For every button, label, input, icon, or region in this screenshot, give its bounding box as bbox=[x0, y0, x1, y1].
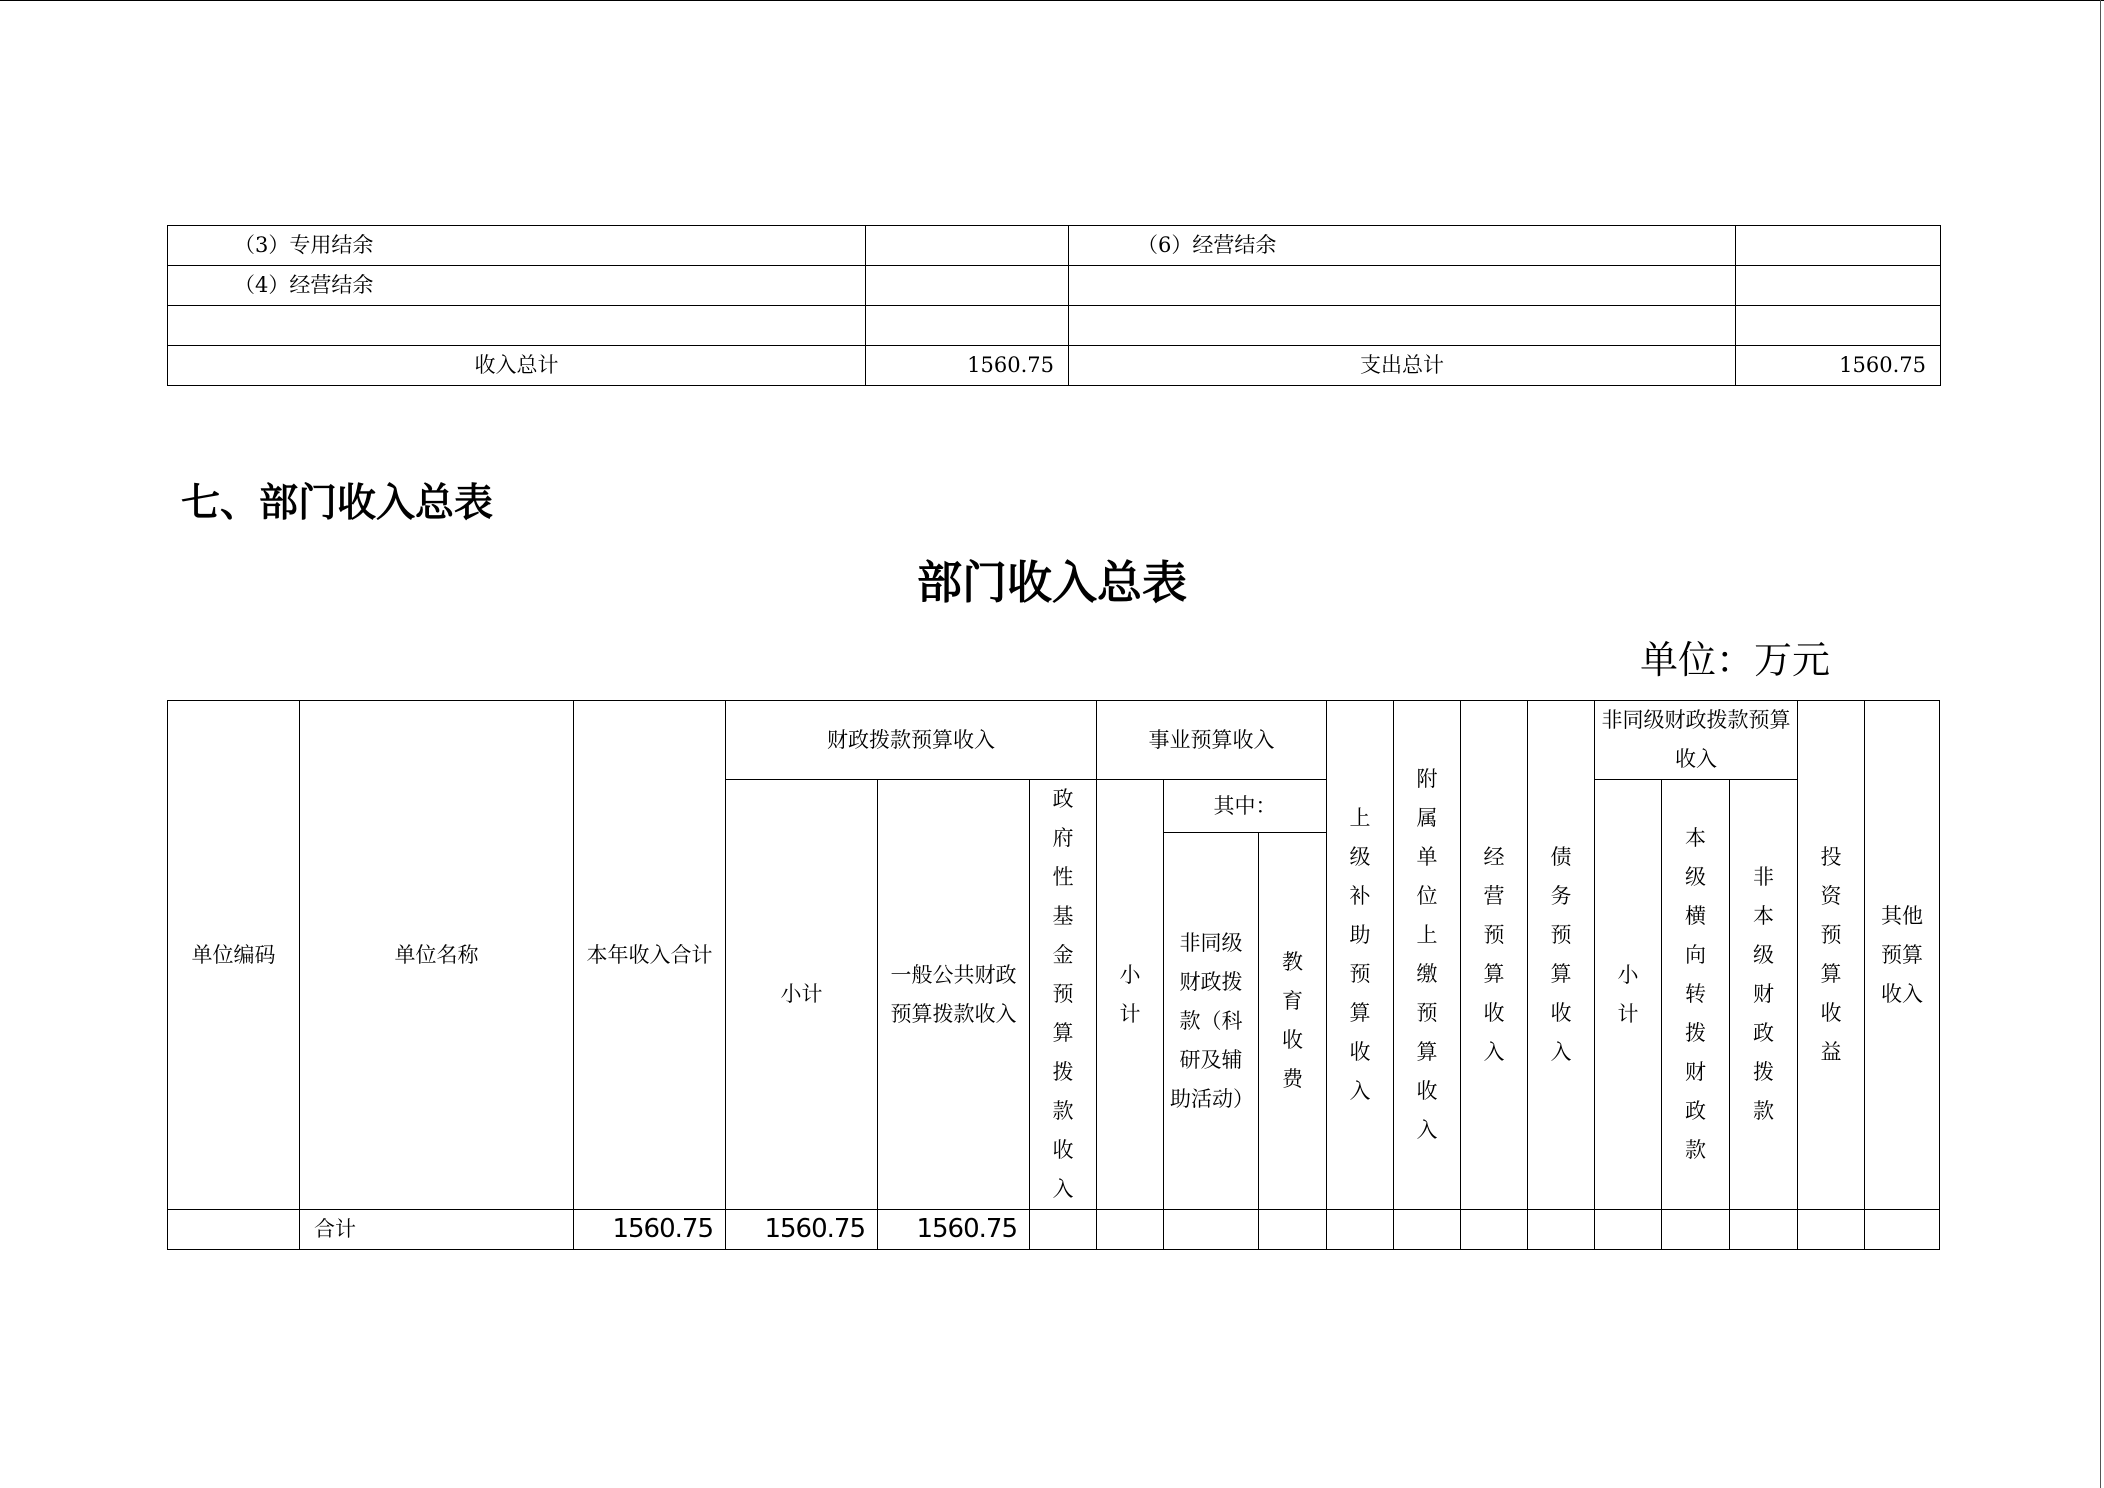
unit-label: 单位：万元 bbox=[1640, 638, 1831, 682]
balance-total-row bbox=[168, 346, 1941, 386]
total-label: 合计 bbox=[300, 1210, 574, 1250]
table-cell bbox=[1030, 1210, 1097, 1250]
right-rule bbox=[2100, 0, 2101, 1488]
table-row bbox=[168, 1210, 1940, 1250]
balance-right-value bbox=[1736, 226, 1941, 266]
total-unit-code bbox=[168, 1210, 300, 1250]
balance-left-label: （3）专用结余 bbox=[168, 226, 866, 266]
header-row bbox=[168, 701, 1940, 780]
header-gov-fund: 政府性基金预算拨款收入 bbox=[1030, 780, 1097, 1210]
income-summary-table bbox=[167, 700, 1940, 1250]
balance-left-label bbox=[168, 306, 866, 346]
balance-table bbox=[167, 225, 1941, 386]
balance-left-value bbox=[866, 306, 1069, 346]
balance-left-value bbox=[866, 226, 1069, 266]
header-unit-name: 单位名称 bbox=[300, 701, 574, 1210]
table-cell bbox=[1461, 1210, 1528, 1250]
header-business-group: 事业预算收入 bbox=[1097, 701, 1327, 780]
header-affiliated-remit: 附属单位上缴预算收入 bbox=[1394, 701, 1461, 1210]
table-cell bbox=[1327, 1210, 1394, 1250]
table-cell bbox=[1798, 1210, 1865, 1250]
header-same-level-transfer: 本级横向转拨财政款 bbox=[1662, 780, 1730, 1210]
table-cell bbox=[1662, 1210, 1730, 1250]
table-row bbox=[168, 266, 1941, 306]
table-cell bbox=[1259, 1210, 1327, 1250]
total-general-public: 1560.75 bbox=[878, 1210, 1030, 1250]
header-business-subtotal: 小计 bbox=[1097, 780, 1164, 1210]
table-row bbox=[168, 306, 1941, 346]
table-cell bbox=[1595, 1210, 1662, 1250]
balance-right-label bbox=[1069, 266, 1736, 306]
header-operating: 经营预算收入 bbox=[1461, 701, 1528, 1210]
balance-right-label bbox=[1069, 306, 1736, 346]
total-annual: 1560.75 bbox=[574, 1210, 726, 1250]
table-cell bbox=[1394, 1210, 1461, 1250]
total-fiscal-subtotal: 1560.75 bbox=[726, 1210, 878, 1250]
header-fiscal-subtotal: 小计 bbox=[726, 780, 878, 1210]
top-rule bbox=[0, 0, 2104, 1]
header-investment: 投资预算收益 bbox=[1798, 701, 1865, 1210]
table-cell bbox=[1528, 1210, 1595, 1250]
balance-left-label: （4）经营结余 bbox=[168, 266, 866, 306]
income-total-value: 1560.75 bbox=[866, 346, 1069, 386]
header-non-same-subtotal: 小计 bbox=[1595, 780, 1662, 1210]
balance-left-value bbox=[866, 266, 1069, 306]
header-education-fees: 教育收费 bbox=[1259, 833, 1327, 1210]
balance-right-label: （6）经营结余 bbox=[1069, 226, 1736, 266]
header-debt: 债务预算收入 bbox=[1528, 701, 1595, 1210]
header-unit-code: 单位编码 bbox=[168, 701, 300, 1210]
header-annual-total: 本年收入合计 bbox=[574, 701, 726, 1210]
table-cell bbox=[1865, 1210, 1940, 1250]
table-cell bbox=[1730, 1210, 1798, 1250]
table-cell bbox=[1097, 1210, 1164, 1250]
table-cell bbox=[1164, 1210, 1259, 1250]
header-of-which: 其中： bbox=[1164, 780, 1327, 833]
header-superior-subsidy: 上级补助预算收入 bbox=[1327, 701, 1394, 1210]
expense-total-value: 1560.75 bbox=[1736, 346, 1941, 386]
table-row bbox=[168, 226, 1941, 266]
expense-total-label: 支出总计 bbox=[1069, 346, 1736, 386]
header-general-public: 一般公共财政预算拨款收入 bbox=[878, 780, 1030, 1210]
table-title: 部门收入总表 bbox=[916, 556, 1187, 609]
header-fiscal-group: 财政拨款预算收入 bbox=[726, 701, 1097, 780]
balance-right-value bbox=[1736, 306, 1941, 346]
income-total-label: 收入总计 bbox=[168, 346, 866, 386]
header-other: 其他预算收入 bbox=[1865, 701, 1940, 1210]
header-non-same-group: 非同级财政拨款预算收入 bbox=[1595, 701, 1798, 780]
balance-right-value bbox=[1736, 266, 1941, 306]
section-title: 七、部门收入总表 bbox=[181, 481, 494, 526]
header-non-same-level-fiscal: 非本级财政拨款 bbox=[1730, 780, 1798, 1210]
header-non-same-level-research: 非同级财政拨款（科研及辅助活动） bbox=[1164, 833, 1259, 1210]
